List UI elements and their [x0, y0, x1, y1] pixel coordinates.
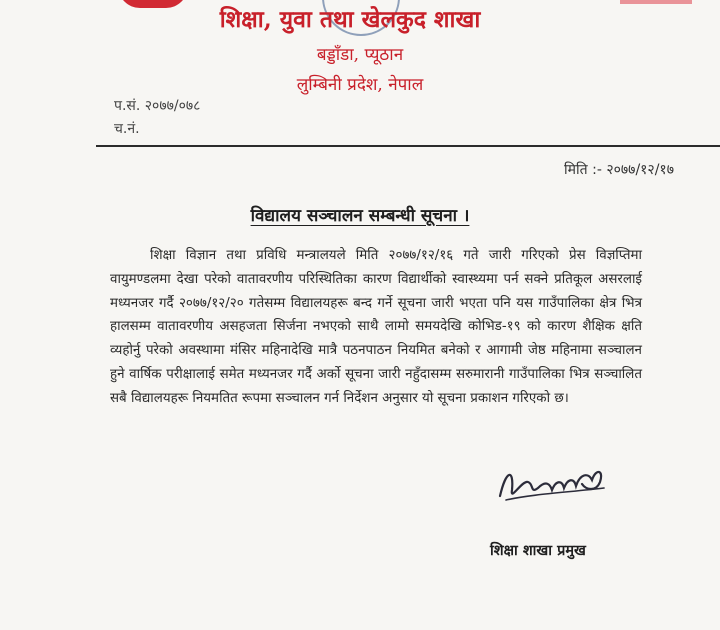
address-line-1: बड्डाँडा, प्यूठान — [316, 45, 404, 65]
notice-body — [110, 244, 642, 411]
address-line-2: लुम्बिनी प्रदेश, नेपाल — [296, 75, 424, 95]
header-divider — [96, 145, 720, 147]
dispatch-number: च.नं. — [114, 121, 140, 137]
notice-body-text: शिक्षा विज्ञान तथा प्रविधि मन्त्रालयले मिति २०७७/१२/१६ गते जारी गरिएको प्रेस विज्ञप्तिमा वायुमण्डलमा देखा परेको वातावरणीय परिस्थितिका कारण विद्यार्थीको स्वास्थ्यमा पर्न सक्ने प्रतिकूल असरलाई मध्यनजर गर्दै २०७७/१२/२० गतेसम्म विद्यालयहरू बन्द गर्ने सूचना जारी भएता पनि यस गाउँपालिका क्षेत्र भित्र हालसम्म वातावरणीय असहजता सिर्जना नभएको साथै लामो समयदेखि कोभिड-१९ को कारण शैक्षिक क्षति व्यहोर्नु परेको अवस्थामा मंसिर महिनादेखि मात्रै पठनपाठन नियमित बनेको र आगामी जेष्ठ महिनामा सञ्चालन हुने वार्षिक परीक्षालाई समेत मध्यनजर गर्दै अर्को सूचना जारी नहुँदासम्म सरुमारानी गाउँपालिका भित्र सञ्चालित सबै विद्यालयहरू नियमतित रूपमा सञ्चालन गर्न निर्देशन अनुसार यो सूचना प्रकाशन गरिएको छ। — [110, 248, 642, 406]
subject-heading — [0, 203, 720, 226]
signatory-title: शिक्षा शाखा प्रमुख — [490, 543, 586, 559]
date: मिति :- २०७७/१२/१७ — [564, 162, 674, 178]
office-name: शिक्षा, युवा तथा खेलकुद शाखा — [219, 6, 481, 33]
signature-icon — [492, 450, 612, 510]
fiscal-year-ref: प.सं. २०७७/०७८ — [114, 98, 201, 114]
subject-text: विद्यालय सञ्चालन सम्बन्धी सूचना । — [250, 206, 470, 226]
